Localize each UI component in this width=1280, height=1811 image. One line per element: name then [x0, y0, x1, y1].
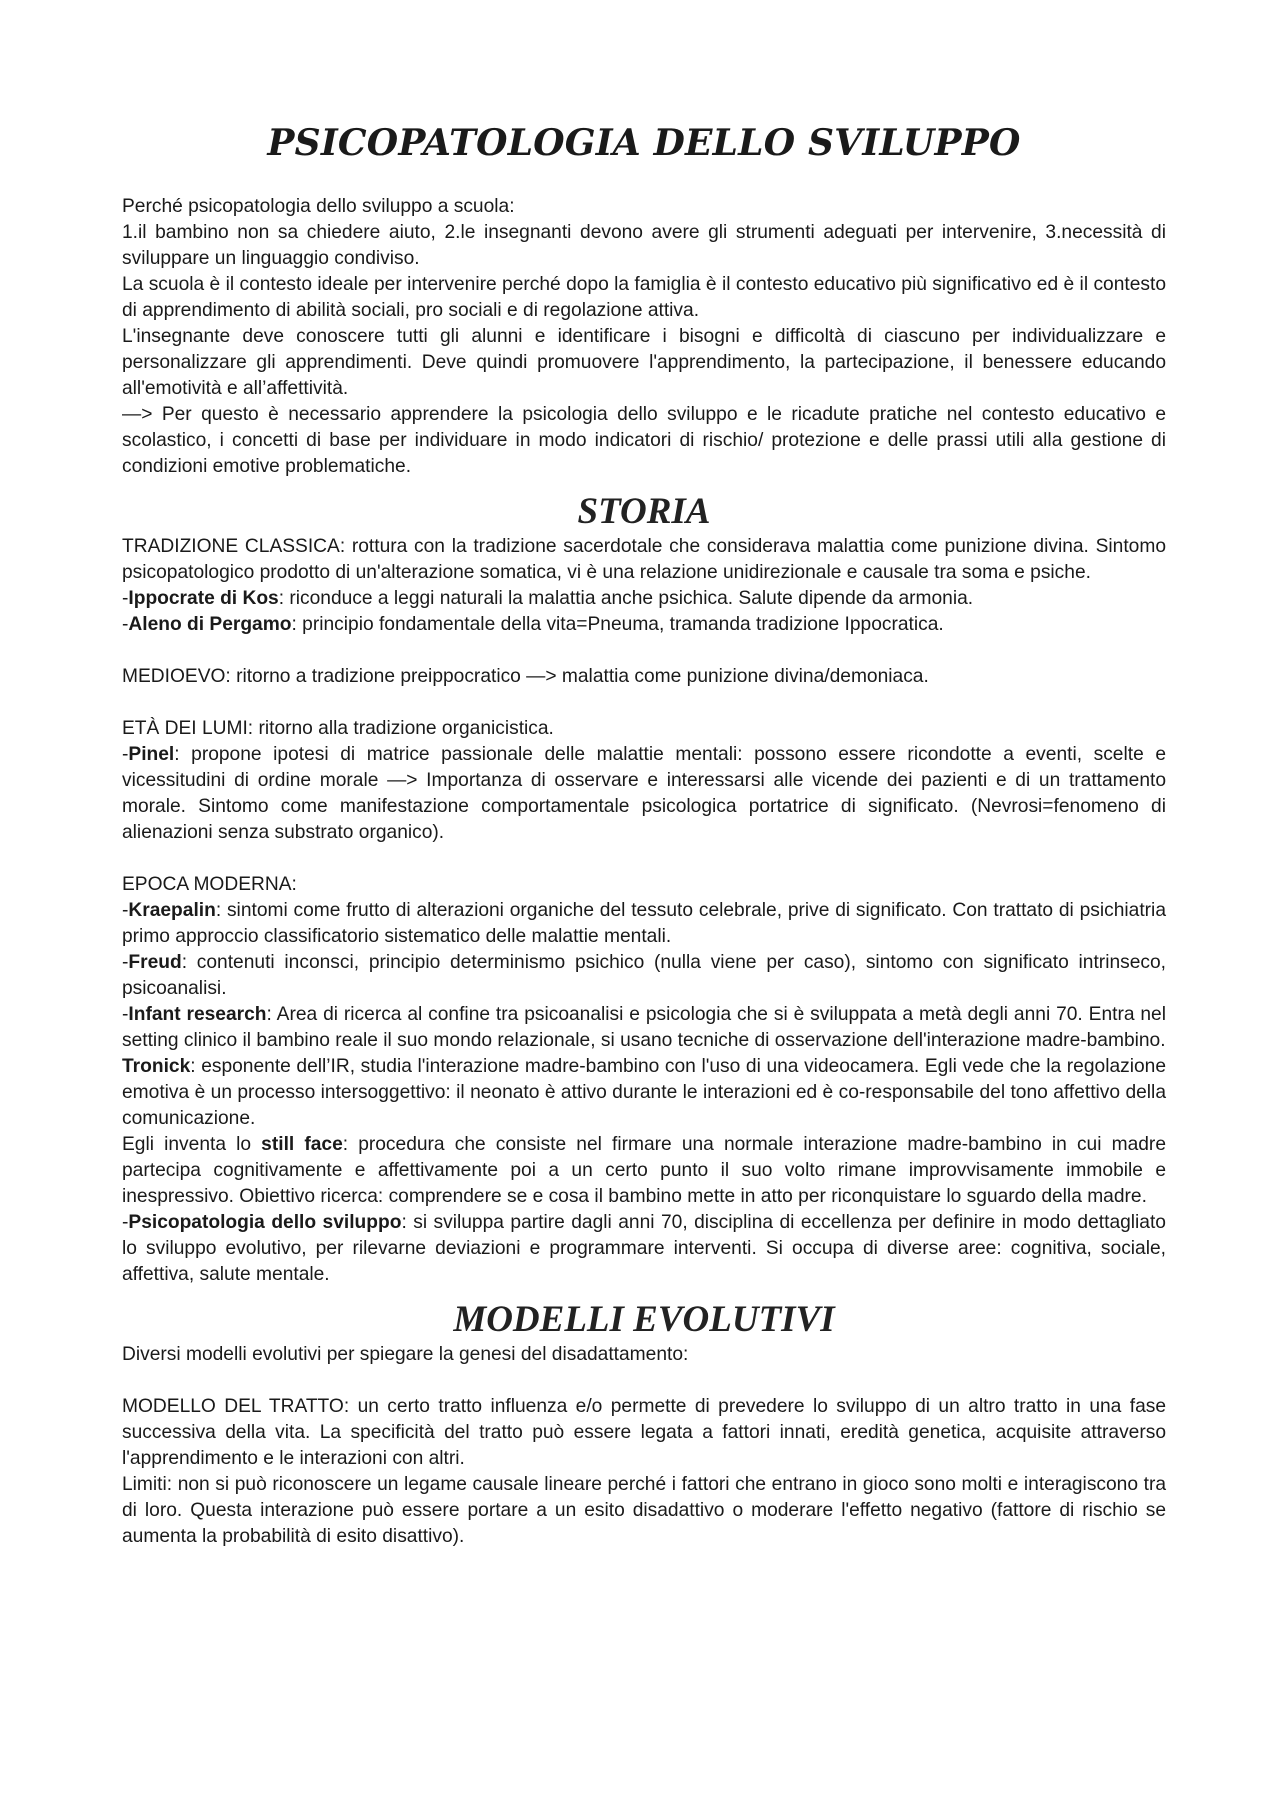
pinel-paragraph: -Pinel: propone ipotesi di matrice passionale delle malattie mentali: possono essere ricondotte a eventi, scelte e vicessitudini di ordine morale —> Importanza di osservare e interessarsi alle vicende dei pazienti e di un trattamento morale. Sintomo come manifestazione comportamentale psicologica portatrice di significato. (Nevrosi=fenomeno di alienazioni senza substrato organico). [122, 744, 1166, 843]
modelli-intro: Diversi modelli evolutivi per spiegare la genesi del disadattamento: [122, 1344, 689, 1365]
kraepalin-name: Kraepalin [128, 900, 216, 921]
kraepalin-paragraph: -Kraepalin: sintomi come frutto di alterazioni organiche del tessuto celebrale, prive di significato. Con trattato di psichiatria primo approccio classificatorio sistematico delle malattie mentali. [122, 900, 1166, 947]
section-title-storia: STORIA [577, 491, 711, 532]
page-title: PSICOPATOLOGIA DELLO SVILUPPO [267, 122, 1021, 164]
pinel-name: Pinel [128, 744, 175, 765]
freud-name: Freud [128, 952, 182, 973]
tronick-paragraph: Tronick: esponente dell’IR, studia l'interazione madre-bambino con l'uso di una videocamera. Egli vede che la regolazione emotiva è un processo intersoggettivo: il neonato è attivo durante le interazioni ed è co-responsabile del tono affettivo della comunicazione. [122, 1056, 1166, 1129]
intro-conclusion: —> Per questo è necessario apprendere la psicologia dello sviluppo e le ricadute pratiche nel contesto educativo e scolastico, i concetti di base per individuare in modo indicatori di rischio/ protezione e delle prassi utili alla gestione di condizioni emotive problematiche. [122, 404, 1166, 477]
intro-section [122, 194, 1166, 480]
freud-paragraph: -Freud: contenuti inconsci, principio determinismo psichico (nulla viene per caso), sintomo con significato intrinseco, psicoanalisi. [122, 952, 1166, 999]
intro-teacher-role: L'insegnante deve conoscere tutti gli alunni e identificare i bisogni e difficoltà di ciascuno per individualizzare e personalizzare gli apprendimenti. Deve quindi promuovere l'apprendimento, la partecipazione, il benessere educando all'emotività e all’affettività. [122, 326, 1166, 399]
still-face-name: still face [261, 1134, 343, 1155]
lumi-paragraph: ETÀ DEI LUMI: ritorno alla tradizione organicistica. [122, 718, 554, 739]
intro-school-context: La scuola è il contesto ideale per intervenire perché dopo la famiglia è il contesto educativo più significativo ed è il contesto di apprendimento di abilità sociali, pro sociali e di regolazione attiva. [122, 274, 1166, 321]
moderna-heading: EPOCA MODERNA: [122, 874, 297, 895]
infant-research-name: Infant research [128, 1004, 267, 1025]
modelli-section [122, 1342, 1166, 1550]
still-face-paragraph: Egli inventa lo still face: procedura che consiste nel firmare una normale interazione madre-bambino in cui madre partecipa cognitivamente e affettivamente poi a un certo punto il suo volto rimane improvvisamente immobile e inespressivo. Obiettivo ricerca: comprendere se e cosa il bambino mette in atto per riconquistare lo sguardo della madre. [122, 1134, 1166, 1207]
aleno-name: Aleno di Pergamo [128, 614, 292, 635]
ippocrate-paragraph: -Ippocrate di Kos: riconduce a leggi naturali la malattia anche psichica. Salute dipende da armonia. [122, 588, 974, 609]
storia-section [122, 534, 1166, 1288]
tradizione-classica: TRADIZIONE CLASSICA: rottura con la tradizione sacerdotale che considerava malattia come punizione divina. Sintomo psicopatologico prodotto di un'alterazione somatica, vi è una relazione unidirezionale e causale tra soma e psiche. [122, 536, 1166, 583]
psicopatologia-paragraph: -Psicopatologia dello sviluppo: si sviluppa partire dagli anni 70, disciplina di eccellenza per definire in modo dettagliato lo sviluppo evolutivo, per rilevarne deviazioni e programmare interventi. Si occupa di diverse aree: cognitiva, sociale, affettiva, salute mentale. [122, 1212, 1166, 1285]
infant-research-paragraph: -Infant research: Area di ricerca al confine tra psicoanalisi e psicologia che si è sviluppata a metà degli anni 70. Entra nel setting clinico il bambino reale il suo mondo relazionale, si usano tecniche di osservazione dell'interazione madre-bambino. [122, 1004, 1166, 1051]
psicopatologia-name: Psicopatologia dello sviluppo [128, 1212, 402, 1233]
section-title-modelli: MODELLI EVOLUTIVI [453, 1299, 835, 1340]
ippocrate-name: Ippocrate di Kos [128, 588, 279, 609]
intro-question: Perché psicopatologia dello sviluppo a scuola: [122, 196, 515, 217]
document-page [122, 118, 1166, 1550]
tronick-name: Tronick [122, 1056, 191, 1077]
aleno-paragraph: -Aleno di Pergamo: principio fondamentale della vita=Pneuma, tramanda tradizione Ippocratica. [122, 614, 944, 635]
modello-limiti: Limiti: non si può riconoscere un legame causale lineare perché i fattori che entrano in gioco sono molti e interagiscono tra di loro. Questa interazione può essere portare a un esito disadattivo o moderare l'effetto negativo (fattore di rischio se aumenta la probabilità di esito disattivo). [122, 1474, 1166, 1547]
intro-reasons: 1.il bambino non sa chiedere aiuto, 2.le insegnanti devono avere gli strumenti adeguati per intervenire, 3.necessità di sviluppare un linguaggio condiviso. [122, 222, 1166, 269]
modello-tratto: MODELLO DEL TRATTO: un certo tratto influenza e/o permette di prevedere lo sviluppo di un altro tratto in una fase successiva della vita. La specificità del tratto può essere legata a fattori innati, eredità genetica, acquisite attraverso l'apprendimento e le interazioni con altri. [122, 1396, 1166, 1469]
medioevo-paragraph: MEDIOEVO: ritorno a tradizione preippocratico —> malattia come punizione divina/demoniaca. [122, 666, 929, 687]
